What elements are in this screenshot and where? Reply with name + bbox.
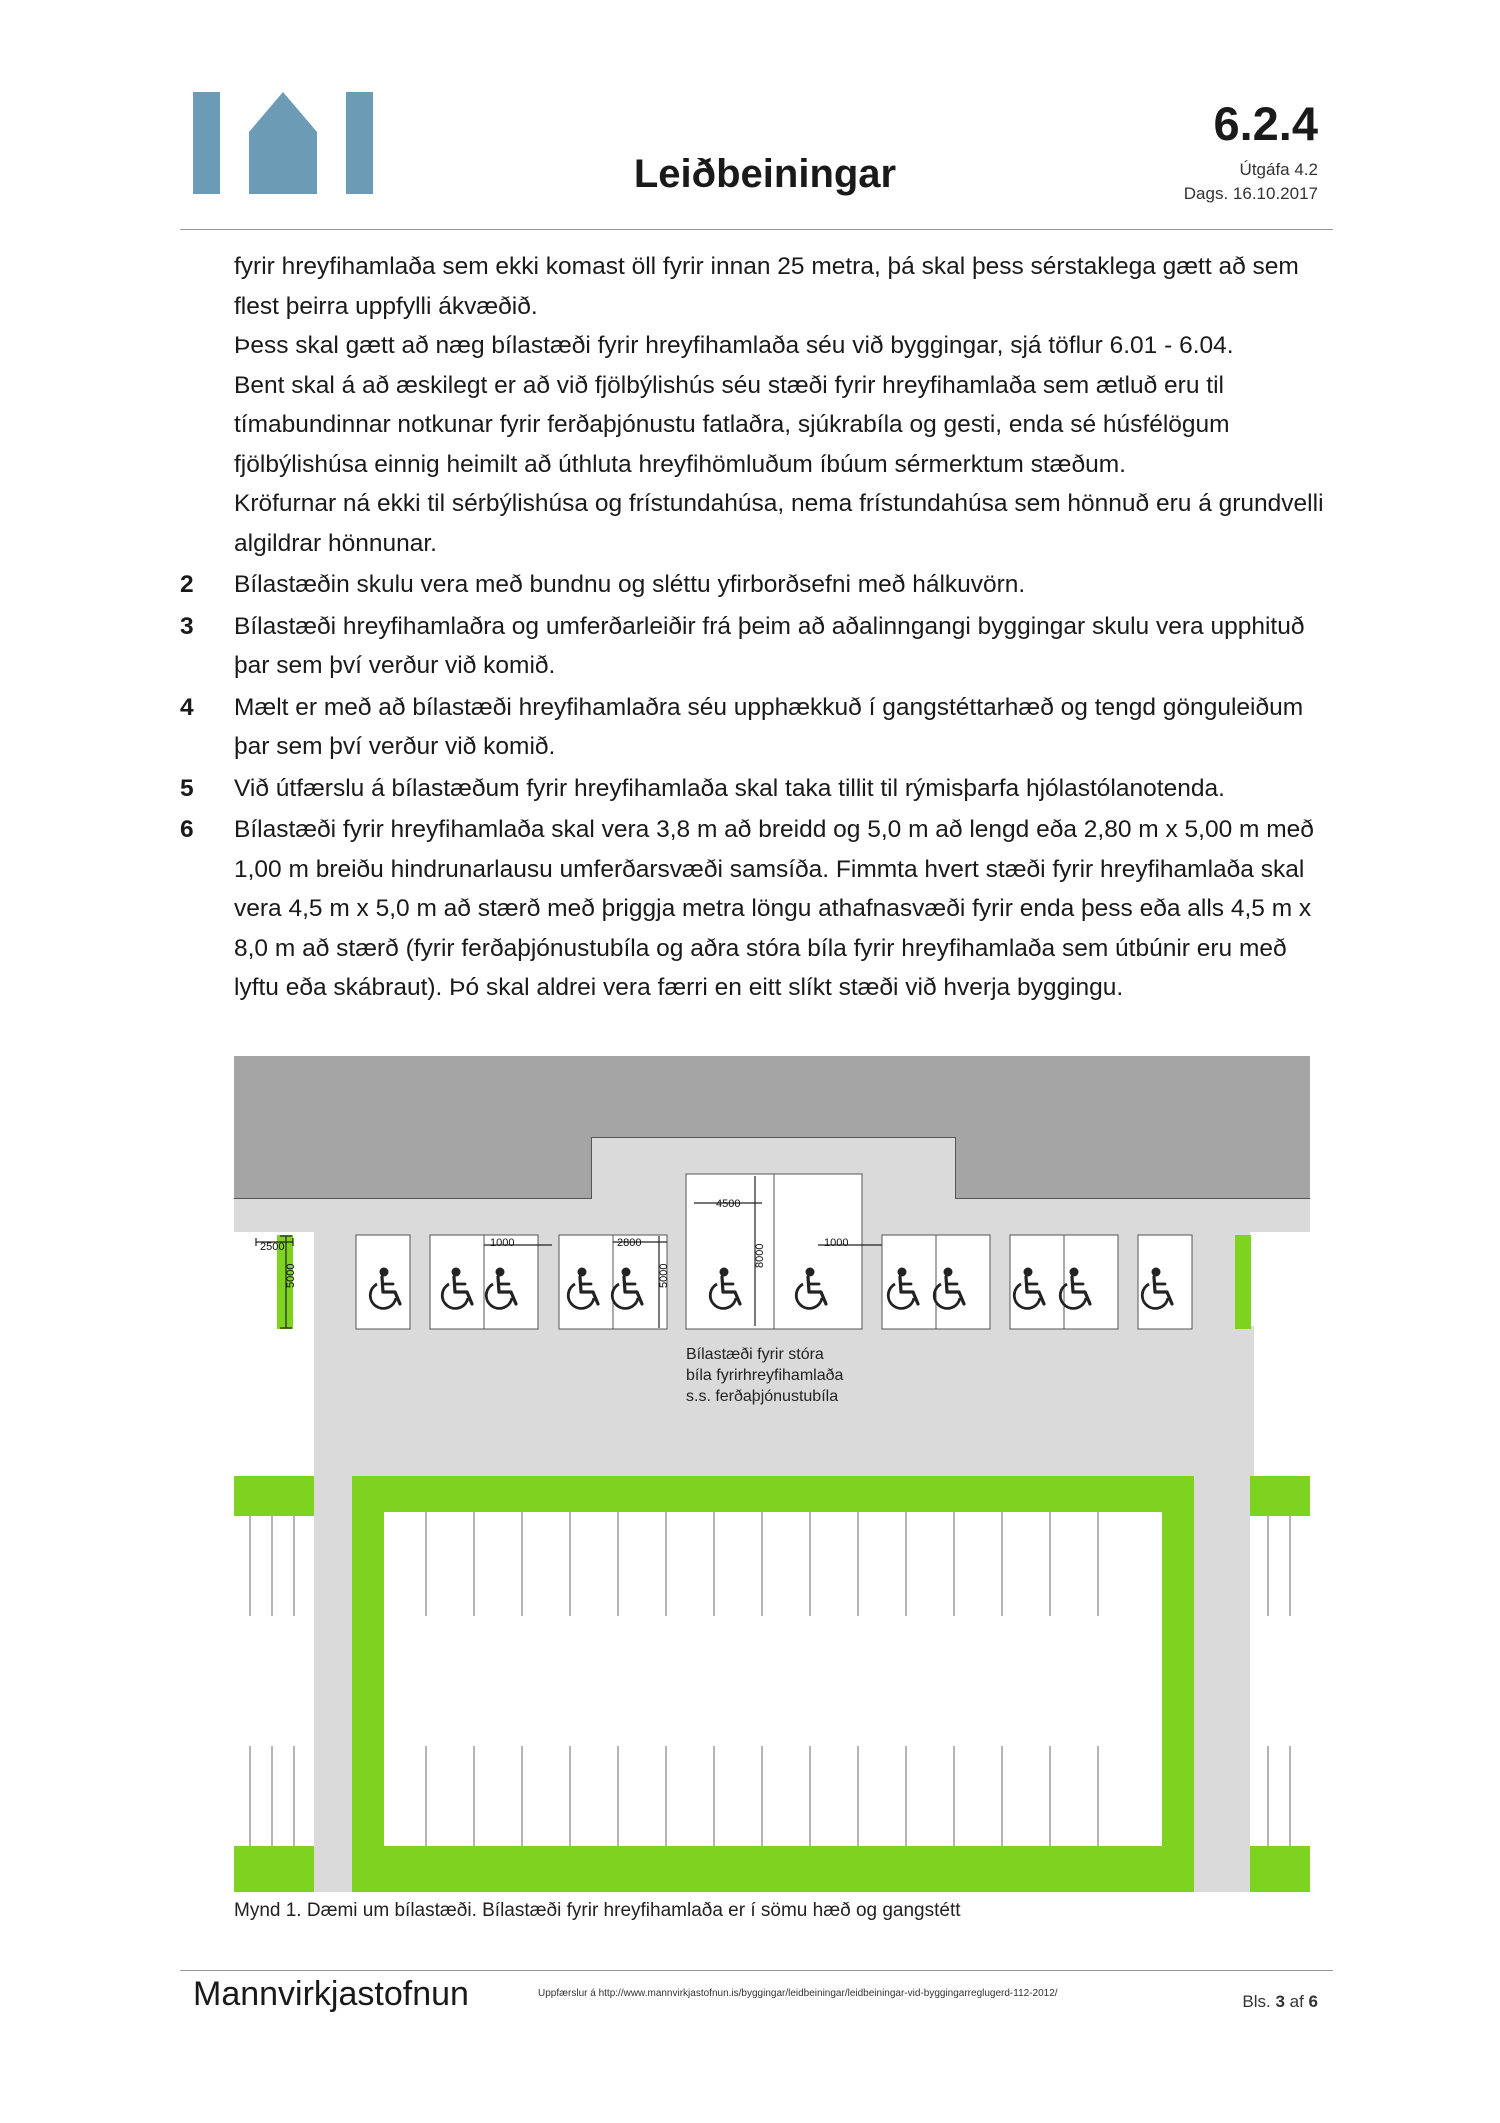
- green-verge: [352, 1476, 384, 1868]
- green-verge: [234, 1476, 314, 1516]
- list-item: [180, 688, 1334, 767]
- accessible-stall: [430, 1235, 484, 1329]
- green-verge: [1162, 1476, 1194, 1868]
- dimension-1000-left: 1000: [490, 1237, 515, 1249]
- page-number: [1242, 1992, 1318, 2012]
- list-item-text: Bílastæði fyrir hreyfihamlaða skal vera 3,8 m að breidd og 5,0 m að lengd eða 2,80 m x 5,00 m með 1,00 m breiðu hindrunarlausu umferðarsvæði samsíða. Fimmta hvert stæði fyrir hreyfihamlaða skal vera 4,5 m x 5,0 m að stærð með þriggja metra löngu athafnasvæði fyrir enda þess eða alls 4,5 m x 8,0 m að stærð (fyrir ferðaþjónustubíla og aðra stóra bíla fyrir hreyfihamlaða sem útbúnir eru með lyftu eða skábraut). Þó skal aldrei vera færri en eitt slíkt stæði við hverja byggingu.: [234, 816, 1314, 1001]
- figure-label-line: bíla fyrirhreyfihamlaða: [686, 1367, 844, 1384]
- list-item-number: 4: [180, 693, 194, 721]
- accessible-stall: [1138, 1235, 1192, 1329]
- figure-label-line: s.s. ferðaþjónustubíla: [686, 1388, 839, 1405]
- paragraph-apartments: Bent skal á að æskilegt er að við fjölbýlishús séu stæði fyrir hreyfihamlaða sem ætluð eru til tímabundinnar notkunar fyrir ferðaþjónustu fatlaðra, sjúkrabíla og gesti, enda sé húsfélögum fjölbýlishúsa einnig heimilt að úthluta hreyfihömluðum íbúum sérmerktum stæðum.: [234, 371, 1230, 478]
- list-item: [180, 565, 1334, 605]
- list-item-number: 6: [180, 816, 194, 843]
- dimension-2800: 2800: [617, 1237, 642, 1249]
- footer-organization: Mannvirkjastofnun: [193, 1975, 469, 2013]
- dimension-5000-left: 5000: [285, 1263, 297, 1288]
- green-verge: [1250, 1476, 1310, 1516]
- list-item-text: Við útfærslu á bílastæðum fyrir hreyfihamlaða skal taka tillit til rýmisþarfa hjólastólanotenda.: [234, 774, 1225, 802]
- page-current: 3: [1275, 1992, 1285, 2011]
- paragraph-exceptions: Kröfurnar ná ekki til sérbýlishúsa og frístundahúsa, nema frístundahúsa sem hönnuð eru á grundvelli algildrar hönnunar.: [234, 490, 1324, 557]
- document-date: Dags. 16.10.2017: [1183, 184, 1318, 203]
- intro-paragraph: fyrir hreyfihamlaða sem ekki komast öll fyrir innan 25 metra, þá skal þess sérstaklega gætt að sem flest þeirra uppfylli ákvæðið.: [234, 253, 1299, 320]
- dimension-8000: 8000: [754, 1243, 766, 1268]
- dimension-1000-right: 1000: [824, 1237, 849, 1249]
- page-prefix: Bls.: [1242, 1992, 1276, 2011]
- list-item-text: Bílastæði hreyfihamlaðra og umferðarleiðir frá þeim að aðalinngangi byggingar skulu vera upphituð þar sem því verður við komið.: [234, 612, 1305, 679]
- list-item: [180, 607, 1334, 686]
- green-verge: [1250, 1846, 1310, 1892]
- green-verge: [234, 1846, 314, 1892]
- parking-plan-figure: [234, 1056, 1310, 1892]
- footer-url[interactable]: Uppfærslur á http://www.mannvirkjastofnun.is/byggingar/leidbeiningar/leidbeiningar-vid-byggingarreglugerd-112-2012/: [538, 1988, 1058, 1999]
- dimension-2500: 2500: [260, 1241, 285, 1253]
- accessible-stall: [882, 1235, 936, 1329]
- paragraph-tables: Þess skal gætt að næg bílastæði fyrir hreyfihamlaða séu við byggingar, sjá töflur 6.01 - 6.04.: [234, 332, 1234, 359]
- list-item: [180, 769, 1334, 809]
- body-text: [180, 247, 1334, 1008]
- list-item-text: Mælt er með að bílastæði hreyfihamlaðra séu upphækkuð í gangstéttarhæð og tengd gönguleiðum þar sem því verður við komið.: [234, 693, 1304, 760]
- list-item-text: Bílastæðin skulu vera með bundnu og sléttu yfirborðsefni með hálkuvörn.: [234, 571, 1026, 598]
- accessible-stall: [559, 1235, 613, 1329]
- dimension-5000-right: 5000: [658, 1263, 670, 1288]
- document-version: Útgáfa 4.2: [1239, 160, 1318, 179]
- list-item-number: 3: [180, 612, 194, 640]
- accessible-stall: [936, 1235, 990, 1329]
- accessible-stall: [484, 1235, 538, 1329]
- list-item: [180, 810, 1334, 1008]
- footer-divider: [180, 1970, 1333, 1971]
- figure-caption: Mynd 1. Dæmi um bílastæði. Bílastæði fyrir hreyfihamlaða er í sömu hæð og gangstétt: [234, 1900, 961, 1921]
- dimension-4500: 4500: [716, 1198, 741, 1210]
- page-total: 6: [1308, 1992, 1318, 2011]
- green-verge: [352, 1846, 1194, 1892]
- list-item-number: 5: [180, 774, 194, 802]
- document-number: 6.2.4: [1213, 97, 1318, 150]
- accessible-stall: [1010, 1235, 1064, 1329]
- logo: [193, 92, 373, 194]
- list-item-number: 2: [180, 571, 194, 598]
- document-title: Leiðbeiningar: [633, 152, 897, 196]
- green-verge: [352, 1476, 1194, 1512]
- parking-plan-drawing: [234, 1056, 1310, 1892]
- page-separator: af: [1284, 1992, 1309, 2011]
- figure-label-line: Bílastæði fyrir stóra: [686, 1346, 824, 1363]
- header-divider: [180, 229, 1333, 230]
